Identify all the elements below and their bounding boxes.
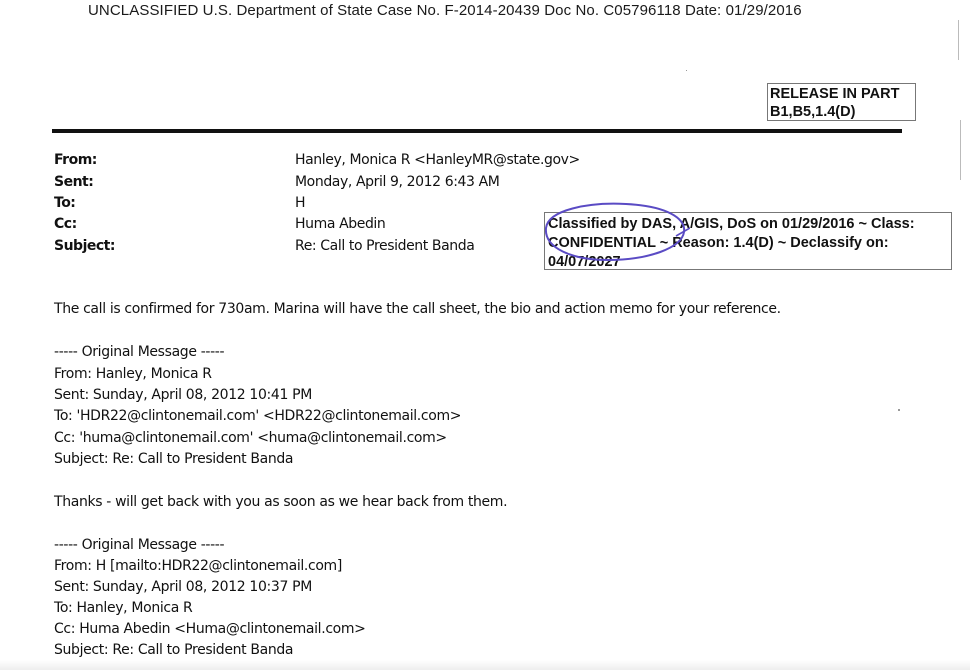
original-cc-2: Cc: Huma Abedin <Huma@clintonemail.com> xyxy=(54,621,366,637)
sent-value: Monday, April 9, 2012 6:43 AM xyxy=(295,174,500,190)
scan-edge-mark xyxy=(960,120,961,180)
original-cc: Cc: 'huma@clintonemail.com' <huma@clintonemail.com> xyxy=(54,430,447,446)
release-stamp-line1: RELEASE IN PART xyxy=(770,86,900,102)
classification-line1: Classified by DAS, A/GIS, DoS on 01/29/2016 ~ Class: xyxy=(548,216,915,232)
sent-label: Sent: xyxy=(54,174,94,190)
message-body: The call is confirmed for 730am. Marina will have the call sheet, the bio and action memo for your reference. xyxy=(54,301,781,317)
original-to-2: To: Hanley, Monica R xyxy=(54,600,193,616)
subject-label: Subject: xyxy=(54,238,115,254)
classification-line2: CONFIDENTIAL ~ Reason: 1.4(D) ~ Declassify on: xyxy=(548,235,889,251)
from-label: From: xyxy=(54,152,97,168)
original-subject: Subject: Re: Call to President Banda xyxy=(54,451,294,467)
cc-label: Cc: xyxy=(54,216,77,232)
cc-value: Huma Abedin xyxy=(295,216,386,232)
classification-line3: 04/07/2027 xyxy=(548,254,621,270)
original-message-header-2: ----- Original Message ----- xyxy=(54,537,225,553)
original-to: To: 'HDR22@clintonemail.com' <HDR22@clintonemail.com> xyxy=(54,408,462,424)
scan-speck xyxy=(898,409,900,411)
scan-speck xyxy=(686,70,687,71)
reply-text: Thanks - will get back with you as soon as we hear back from them. xyxy=(54,494,508,510)
original-sent-2: Sent: Sunday, April 08, 2012 10:37 PM xyxy=(54,579,312,595)
subject-value: Re: Call to President Banda xyxy=(295,238,475,254)
original-subject-2: Subject: Re: Call to President Banda xyxy=(54,642,294,658)
to-label: To: xyxy=(54,195,76,211)
header-rule xyxy=(52,129,902,133)
release-stamp xyxy=(767,83,916,121)
original-from: From: Hanley, Monica R xyxy=(54,366,212,382)
scan-edge-mark xyxy=(958,20,959,60)
original-sent: Sent: Sunday, April 08, 2012 10:41 PM xyxy=(54,387,312,403)
from-value: Hanley, Monica R <HanleyMR@state.gov> xyxy=(295,152,580,168)
classification-stamp xyxy=(544,212,952,270)
original-message-header: ----- Original Message ----- xyxy=(54,344,225,360)
to-value: H xyxy=(295,195,306,211)
page-bottom-edge xyxy=(0,660,970,670)
original-from-2: From: H [mailto:HDR22@clintonemail.com] xyxy=(54,558,342,574)
document-banner: UNCLASSIFIED U.S. Department of State Case No. F-2014-20439 Doc No. C05796118 Date: 01/29/2016 xyxy=(88,2,802,19)
release-stamp-line2: B1,B5,1.4(D) xyxy=(770,104,856,120)
